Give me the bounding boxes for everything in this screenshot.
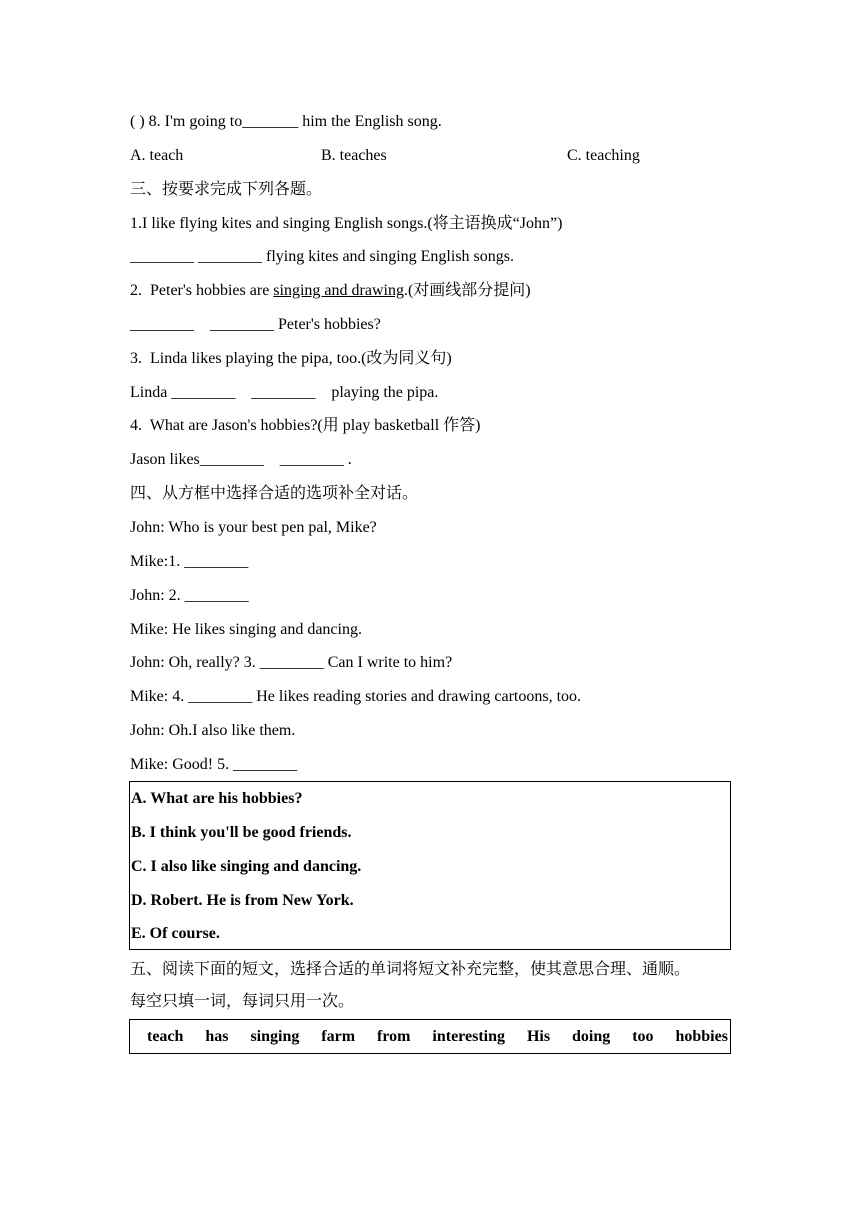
- dialogue-line: John: Oh.I also like them.: [130, 722, 296, 739]
- q8-option-c: C. teaching: [567, 147, 640, 164]
- word-bank-item: from: [377, 1028, 411, 1045]
- choice-c: C. I also like singing and dancing.: [131, 858, 362, 875]
- choices-box: [129, 781, 731, 950]
- q8-option-a: A. teach: [130, 147, 184, 164]
- word-bank-item: hobbies: [675, 1028, 728, 1045]
- word-bank-item: interesting: [432, 1028, 505, 1045]
- word-bank: [147, 1027, 728, 1047]
- q8-stem: ( ) 8. I'm going to_______ him the English song.: [130, 113, 442, 130]
- dialogue-line: John: 2. ________: [130, 587, 249, 604]
- dialogue-line: John: Oh, really? 3. ________ Can I write to him?: [130, 654, 453, 671]
- s3-q3-answer-line: Linda ________ ________ playing the pipa.: [130, 384, 439, 401]
- dialogue-line: Mike: 4. ________ He likes reading stories and drawing cartoons, too.: [130, 688, 582, 705]
- dialogue-line: John: Who is your best pen pal, Mike?: [130, 519, 377, 536]
- section5-heading-line2: 每空只填一词，每词只用一次。: [130, 993, 355, 1010]
- section5-heading-line1: 五、阅读下面的短文，选择合适的单词将短文补充完整，使其意思合理、通顺。: [130, 961, 691, 978]
- choice-a: A. What are his hobbies?: [131, 790, 303, 807]
- word-bank-item: has: [205, 1028, 229, 1045]
- word-bank-item: too: [632, 1028, 654, 1045]
- choice-b: B. I think you'll be good friends.: [131, 824, 352, 841]
- section3-heading: 三、按要求完成下列各题。: [130, 181, 323, 198]
- s3-q4: 4. What are Jason's hobbies?(用 play basketball 作答): [130, 417, 481, 434]
- section4-heading: 四、从方框中选择合适的选项补全对话。: [130, 485, 419, 502]
- choice-d: D. Robert. He is from New York.: [131, 892, 354, 909]
- s3-q3: 3. Linda likes playing the pipa, too.(改为同义句): [130, 350, 452, 367]
- dialogue-line: Mike: Good! 5. ________: [130, 756, 298, 773]
- s3-q2-underlined: singing and drawing: [273, 282, 404, 299]
- s3-q2: [130, 281, 531, 301]
- word-bank-item: doing: [572, 1028, 611, 1045]
- dialogue-line: Mike: He likes singing and dancing.: [130, 621, 362, 638]
- word-bank-item: farm: [321, 1028, 356, 1045]
- word-bank-box: [129, 1019, 731, 1054]
- s3-q2-suffix: .(对画线部分提问): [403, 282, 531, 299]
- choice-e: E. Of course.: [131, 925, 220, 942]
- s3-q1-answer-line: ________ ________ flying kites and singing English songs.: [130, 248, 514, 265]
- s3-q2-answer-line: ________ ________ Peter's hobbies?: [130, 316, 381, 333]
- q8-option-b: B. teaches: [321, 147, 387, 164]
- s3-q4-answer-line: Jason likes________ ________ .: [130, 451, 352, 468]
- s3-q1: 1.I like flying kites and singing English songs.(将主语换成“John”): [130, 215, 563, 232]
- word-bank-item: teach: [147, 1028, 184, 1045]
- word-bank-item: singing: [250, 1028, 300, 1045]
- dialogue-line: Mike:1. ________: [130, 553, 249, 570]
- word-bank-item: His: [526, 1028, 551, 1045]
- s3-q2-prefix: 2. Peter's hobbies are: [130, 282, 274, 299]
